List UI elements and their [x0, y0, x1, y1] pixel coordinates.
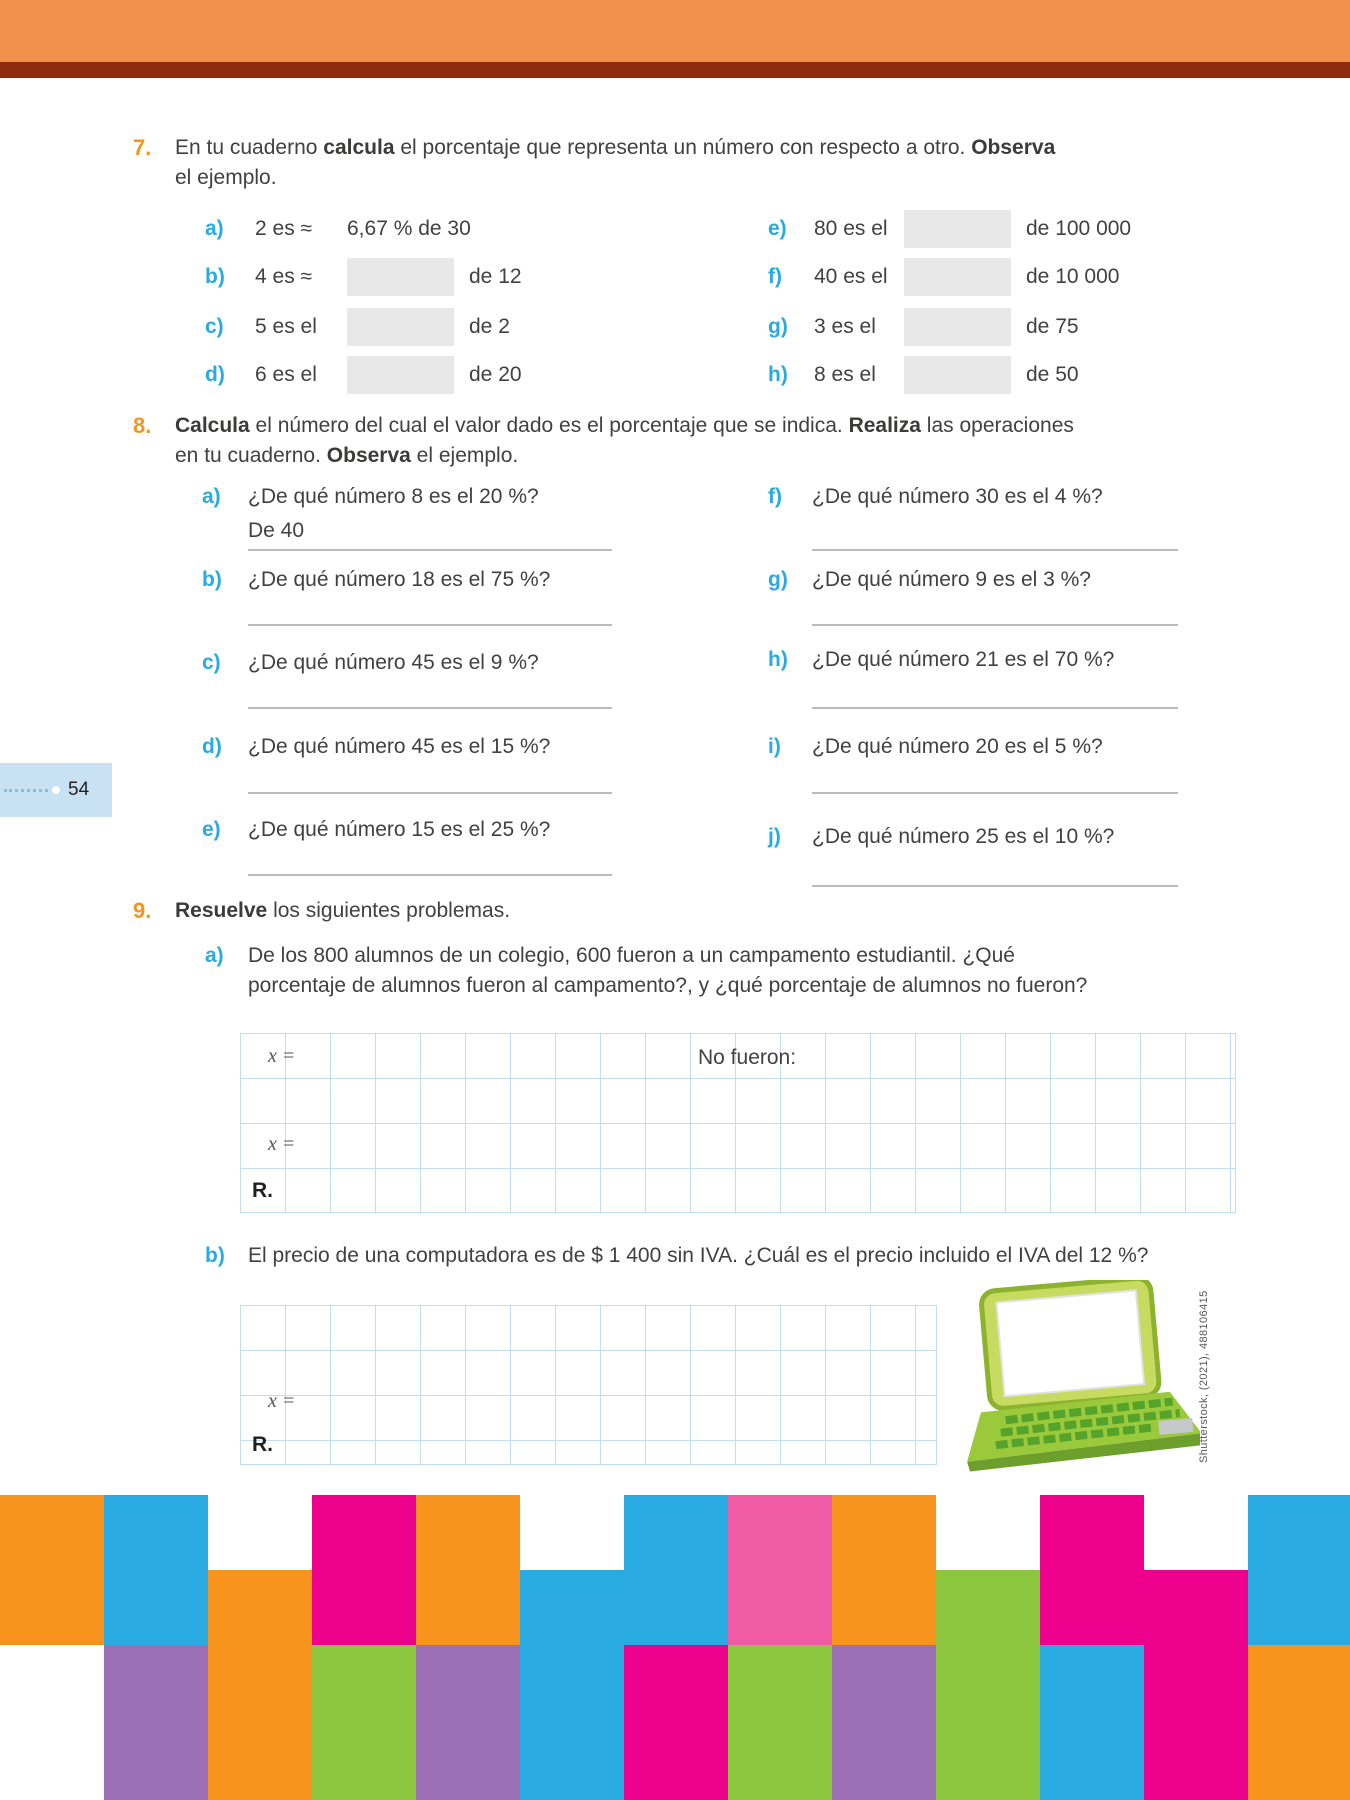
- item-text: 5 es el: [255, 315, 317, 338]
- instruction-text: el número del cual el valor dado es el porcentaje que se indica.: [249, 414, 849, 437]
- answer-box[interactable]: [904, 308, 1011, 346]
- item-letter: e): [202, 818, 221, 841]
- answer-line[interactable]: [248, 792, 612, 794]
- footer-bar: [832, 1645, 936, 1800]
- exercise7-item-a: [205, 208, 471, 250]
- exercise8-question-f: [768, 482, 1103, 512]
- footer-bar: [936, 1570, 1040, 1800]
- x-equals-label: x =: [268, 1133, 296, 1155]
- instruction-text: En tu cuaderno: [175, 136, 324, 159]
- bullet-dot: [52, 786, 60, 794]
- item-letter: i): [768, 735, 781, 758]
- item-text: 8 es el: [814, 363, 876, 386]
- footer-bar: [1248, 1645, 1350, 1800]
- footer-bar: [1040, 1495, 1144, 1645]
- exercise8-question-j: [768, 822, 1114, 852]
- exercise8-answer-a: De 40: [248, 519, 305, 542]
- answer-box[interactable]: [904, 210, 1011, 248]
- answer-line[interactable]: [812, 624, 1178, 626]
- exercise8-question-b: [202, 565, 550, 595]
- answer-line[interactable]: [812, 792, 1178, 794]
- footer-bar: [0, 1495, 104, 1645]
- item-letter: f): [768, 265, 782, 288]
- instruction-bold: Observa: [971, 136, 1056, 159]
- exercise8-question-h: [768, 645, 1114, 675]
- instruction-text: los siguientes problemas.: [267, 899, 511, 922]
- answer-line[interactable]: [248, 624, 612, 626]
- item-text: de 100 000: [1026, 217, 1132, 240]
- instruction-bold: Realiza: [848, 414, 921, 437]
- x-equals-label: x =: [268, 1390, 296, 1412]
- exercise8-question-d: [202, 732, 550, 762]
- item-letter: f): [768, 485, 782, 508]
- question-text: ¿De qué número 45 es el 15 %?: [248, 735, 551, 758]
- item-letter: j): [768, 825, 781, 848]
- item-letter: a): [205, 217, 224, 240]
- item-letter: d): [202, 735, 222, 758]
- item-letter: g): [768, 315, 788, 338]
- item-text: de 12: [469, 265, 522, 288]
- header-red-band: [0, 62, 1350, 78]
- no-fueron-label: No fueron:: [698, 1046, 797, 1069]
- item-letter: h): [768, 363, 788, 386]
- exercise7-item-b: [205, 256, 522, 298]
- footer-bar: [624, 1645, 728, 1800]
- exercise8-question-g: [768, 565, 1091, 595]
- exercise7-instructions: [175, 133, 1075, 193]
- answer-line[interactable]: [812, 885, 1178, 887]
- item-text: de 20: [469, 363, 522, 386]
- question-text: ¿De qué número 45 es el 9 %?: [248, 651, 539, 674]
- footer-bar: [1040, 1645, 1144, 1800]
- answer-box[interactable]: [347, 308, 454, 346]
- exercise7-item-e: [768, 208, 1131, 250]
- work-grid-b[interactable]: [240, 1305, 937, 1465]
- item-letter: e): [768, 217, 787, 240]
- item-letter: d): [205, 363, 225, 386]
- exercise9a-text: De los 800 alumnos de un colegio, 600 fueron a un campamento estudiantil. ¿Qué porcentaje de alumnos fueron al campamento?, y ¿qué porcentaje de alumnos no fueron?: [248, 944, 1088, 997]
- footer-bar: [832, 1495, 936, 1645]
- answer-box[interactable]: [347, 356, 454, 394]
- exercise8-instructions: [175, 411, 1095, 471]
- footer-bar: [312, 1645, 416, 1800]
- r-label: R.: [252, 1179, 273, 1202]
- exercise7-number: 7.: [133, 135, 152, 160]
- instruction-text: las operaciones en tu cuaderno.: [175, 414, 1074, 467]
- exercise9b-text: El precio de una computadora es de $ 1 400 sin IVA. ¿Cuál es el precio incluido el IVA del 12 %?: [248, 1244, 1149, 1267]
- footer-bar: [1144, 1570, 1248, 1800]
- item-letter: b): [202, 568, 222, 591]
- exercise8-question-e: [202, 815, 550, 845]
- instruction-text: el ejemplo.: [175, 166, 277, 189]
- footer-bar: [1248, 1495, 1350, 1645]
- instruction-bold: Calcula: [175, 414, 250, 437]
- exercise8-question-c: [202, 648, 539, 678]
- laptop-illustration: [950, 1280, 1200, 1475]
- exercise9-number: 9.: [133, 898, 152, 923]
- item-text: 4 es ≈: [255, 265, 313, 288]
- answer-box[interactable]: [347, 258, 454, 296]
- question-text: ¿De qué número 21 es el 70 %?: [812, 648, 1115, 671]
- answer-box[interactable]: [904, 356, 1011, 394]
- item-text: 40 es el: [814, 265, 888, 288]
- footer-bar: [104, 1645, 208, 1800]
- work-grid-a[interactable]: [240, 1033, 1236, 1213]
- question-text: ¿De qué número 30 es el 4 %?: [812, 485, 1103, 508]
- item-text: 80 es el: [814, 217, 888, 240]
- item-text: de 50: [1026, 363, 1079, 386]
- example-answer: 6,67 % de 30: [347, 217, 471, 240]
- question-text: ¿De qué número 8 es el 20 %?: [248, 485, 539, 508]
- page-number: 54: [68, 779, 90, 800]
- item-letter: a): [205, 944, 224, 967]
- question-text: ¿De qué número 25 es el 10 %?: [812, 825, 1115, 848]
- item-letter: b): [205, 1244, 225, 1267]
- exercise7-item-g: [768, 306, 1079, 348]
- exercise7-item-h: [768, 354, 1079, 396]
- instruction-text: el ejemplo.: [410, 444, 519, 467]
- footer-bar: [104, 1495, 208, 1645]
- answer-line[interactable]: [248, 549, 612, 551]
- answer-line[interactable]: [248, 874, 612, 876]
- laptop-image: [950, 1280, 1200, 1475]
- r-label: R.: [252, 1433, 273, 1456]
- x-equals-label: x =: [268, 1045, 296, 1067]
- instruction-text: el porcentaje que representa un número con respecto a otro.: [394, 136, 972, 159]
- exercise7-item-d: [205, 354, 522, 396]
- item-text: de 2: [469, 315, 510, 338]
- instruction-bold: Observa: [326, 444, 411, 467]
- footer-bar: [520, 1570, 624, 1800]
- exercise7-item-c: [205, 306, 510, 348]
- answer-line[interactable]: [812, 549, 1178, 551]
- item-text: de 75: [1026, 315, 1079, 338]
- footer-bar: [416, 1495, 520, 1645]
- page-number-tab: [0, 763, 112, 817]
- exercise7-item-f: [768, 256, 1119, 298]
- question-text: ¿De qué número 18 es el 75 %?: [248, 568, 551, 591]
- footer-bar: [728, 1645, 832, 1800]
- item-letter: a): [202, 485, 221, 508]
- footer-bar: [416, 1645, 520, 1800]
- exercise8-question-a: [202, 482, 539, 512]
- item-letter: h): [768, 648, 788, 671]
- item-text: 2 es ≈: [255, 217, 313, 240]
- item-letter: g): [768, 568, 788, 591]
- item-letter: c): [202, 651, 221, 674]
- answer-box[interactable]: [904, 258, 1011, 296]
- exercise8-question-i: [768, 732, 1103, 762]
- answer-line[interactable]: [248, 707, 612, 709]
- exercise8-number: 8.: [133, 413, 152, 438]
- photo-credit: Shutterstock, (2021), 488106415: [1198, 1290, 1210, 1464]
- footer-bar: [728, 1495, 832, 1645]
- footer-bar: [312, 1495, 416, 1645]
- item-text: de 10 000: [1026, 265, 1120, 288]
- item-text: 6 es el: [255, 363, 317, 386]
- question-text: ¿De qué número 15 es el 25 %?: [248, 818, 551, 841]
- question-text: ¿De qué número 20 es el 5 %?: [812, 735, 1103, 758]
- header-orange-band: [0, 0, 1350, 62]
- answer-line[interactable]: [812, 707, 1178, 709]
- question-text: ¿De qué número 9 es el 3 %?: [812, 568, 1091, 591]
- dotted-leader: [4, 789, 48, 792]
- footer-bar: [208, 1570, 312, 1800]
- instruction-bold: calcula: [323, 136, 395, 159]
- instruction-bold: Resuelve: [175, 899, 268, 922]
- exercise9-instructions: [175, 896, 1075, 926]
- item-text: 3 es el: [814, 315, 876, 338]
- item-letter: c): [205, 315, 224, 338]
- item-letter: b): [205, 265, 225, 288]
- footer-bar: [624, 1495, 728, 1645]
